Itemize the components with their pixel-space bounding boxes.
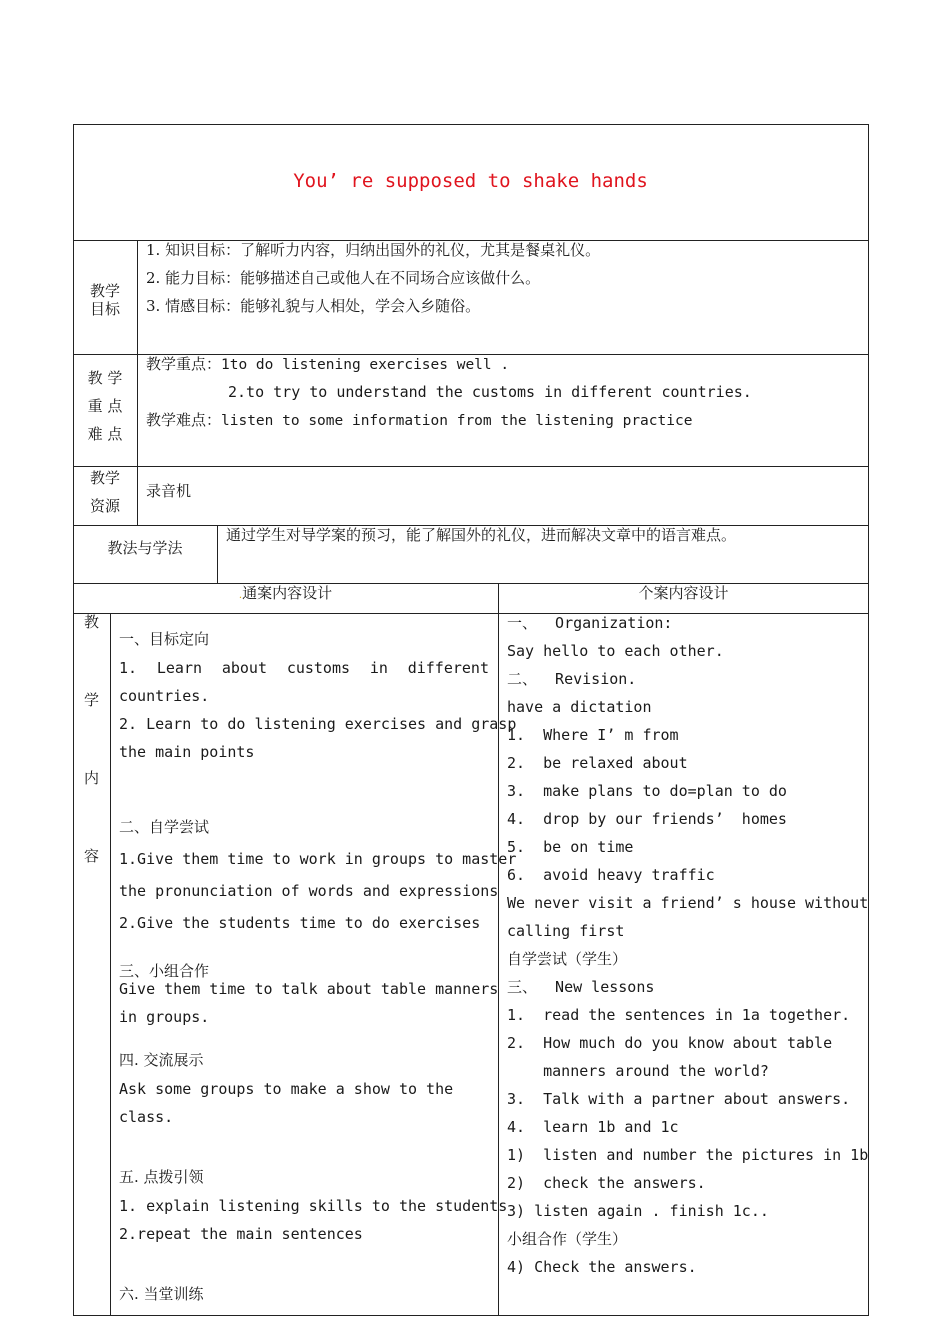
right-line: 3. make plans to do=plan to do — [507, 782, 787, 800]
right-content — [507, 609, 869, 1281]
key-label: 教学重点： — [146, 355, 222, 373]
side-label — [73, 610, 110, 922]
col-divider — [110, 613, 111, 1316]
right-line: 6. avoid heavy traffic — [507, 866, 715, 884]
section-1-line-2: countries. — [119, 687, 210, 705]
difficulty-value: listen to some information from the listening practice — [221, 413, 693, 429]
right-column-header: 个案内容设计 — [638, 584, 729, 602]
right-line: calling first — [507, 922, 625, 940]
section-3-line-1: Give them time to talk about table manners — [119, 980, 499, 998]
section-6-title: 六. 当堂训练 — [119, 1285, 204, 1303]
left-column-header-text: 通案内容设计 — [242, 584, 333, 602]
section-2-line-2: the pronunciation of words and expressions — [119, 882, 499, 900]
resources-label-line2: 资源 — [89, 497, 120, 515]
key-points-label-line1: 教 学 — [87, 369, 123, 387]
section-1-title: 一、目标定向 — [119, 630, 210, 648]
row-divider — [73, 466, 869, 467]
right-line: 三、 New lessons — [507, 978, 655, 996]
section-1-line-4: the main points — [119, 743, 255, 761]
right-line: 二、 Revision. — [507, 670, 637, 688]
word: different — [407, 659, 489, 677]
section-2-line-3: 2.Give the students time to do exercises — [119, 914, 481, 932]
right-line: 1. Where I’ m from — [507, 726, 679, 744]
word: in — [369, 659, 388, 677]
right-line: 2. be relaxed about — [507, 754, 688, 772]
methods-value: 通过学生对导学案的预习，能了解国外的礼仪，进而解决文章中的语言难点。 — [226, 526, 737, 544]
key-points-label-line2: 重 点 — [87, 397, 123, 415]
objectives-label-line2: 目标 — [89, 300, 120, 318]
section-5-line-1: 1. explain listening skills to the students — [119, 1197, 508, 1215]
objectives-label-line1: 教学 — [89, 282, 120, 300]
right-line: 小组合作（学生） — [507, 1230, 628, 1248]
key-point-1: 1to do listening exercises well . — [221, 357, 510, 373]
word: Learn — [156, 659, 203, 677]
left-column-header — [73, 581, 498, 608]
right-line: 3. Talk with a partner about answers. — [507, 1090, 851, 1108]
right-line: 5. be on time — [507, 838, 634, 856]
word: 1. — [119, 659, 138, 677]
right-line: Say hello to each other. — [507, 642, 724, 660]
right-line: 1. read the sentences in 1a together. — [507, 1006, 851, 1024]
objectives-label — [73, 279, 137, 321]
resources-label-line1: 教学 — [89, 469, 120, 487]
key-points-label — [73, 364, 137, 448]
resources-value: 录音机 — [146, 482, 192, 500]
key-point-2: 2.to try to understand the customs in different countries. — [228, 383, 752, 401]
objective-item-1: 1. 知识目标：了解听力内容，归纳出国外的礼仪，尤其是餐桌礼仪。 — [146, 241, 601, 259]
section-2-title: 二、自学尝试 — [119, 818, 210, 836]
right-line: 2) check the answers. — [507, 1174, 706, 1192]
objective-item-3: 3. 情感目标：能够礼貌与人相处，学会入乡随俗。 — [146, 297, 481, 315]
right-line: 自学尝试（学生） — [507, 950, 628, 968]
difficulty-line — [146, 406, 692, 435]
section-4-line-2: class. — [119, 1108, 174, 1126]
side-label-char: 内 — [83, 769, 99, 787]
right-line: 3) listen again . finish 1c.. — [507, 1202, 769, 1220]
right-line: have a dictation — [507, 698, 652, 716]
page-title: You’ re supposed to shake hands — [293, 170, 648, 192]
side-label-char: 教 — [83, 613, 99, 631]
section-2-line-1: 1.Give them time to work in groups to master — [119, 850, 517, 868]
key-points-label-line3: 难 点 — [87, 425, 123, 443]
right-line: manners around the world? — [507, 1062, 769, 1080]
right-line: 4. drop by our friends’ homes — [507, 810, 787, 828]
section-5-title: 五. 点拨引领 — [119, 1168, 204, 1186]
resources-label — [73, 464, 137, 520]
word: customs — [286, 659, 351, 677]
right-line: 一、 Organization: — [507, 614, 673, 632]
difficulty-label: 教学难点： — [146, 411, 222, 429]
col-divider — [137, 240, 138, 525]
objective-item-2: 2. 能力目标：能够描述自己或他人在不同场合应该做什么。 — [146, 269, 541, 287]
word: about — [221, 659, 267, 677]
section-1-line-3: 2. Learn to do listening exercises and grasp — [119, 715, 517, 733]
right-line: We never visit a friend’ s house without — [507, 894, 869, 912]
header-mark-icon: . — [238, 590, 243, 601]
side-label-char: 学 — [83, 691, 99, 709]
right-line: 2. How much do you know about table — [507, 1034, 833, 1052]
methods-label: 教法与学法 — [107, 539, 183, 557]
section-4-line-1: Ask some groups to make a show to the — [119, 1080, 454, 1098]
col-divider — [217, 525, 218, 583]
section-5-line-2: 2.repeat the main sentences — [119, 1225, 363, 1243]
right-line: 1) listen and number the pictures in 1b — [507, 1146, 869, 1164]
section-3-title: 三、小组合作 — [119, 962, 210, 980]
key-point-line-1 — [146, 350, 509, 379]
right-line: 4. learn 1b and 1c — [507, 1118, 679, 1136]
side-label-char: 容 — [83, 847, 99, 865]
right-line: 4) Check the answers. — [507, 1258, 697, 1276]
section-3-line-2: in groups. — [119, 1008, 210, 1026]
section-4-title: 四. 交流展示 — [119, 1051, 204, 1069]
section-1-line-1 — [119, 654, 489, 682]
